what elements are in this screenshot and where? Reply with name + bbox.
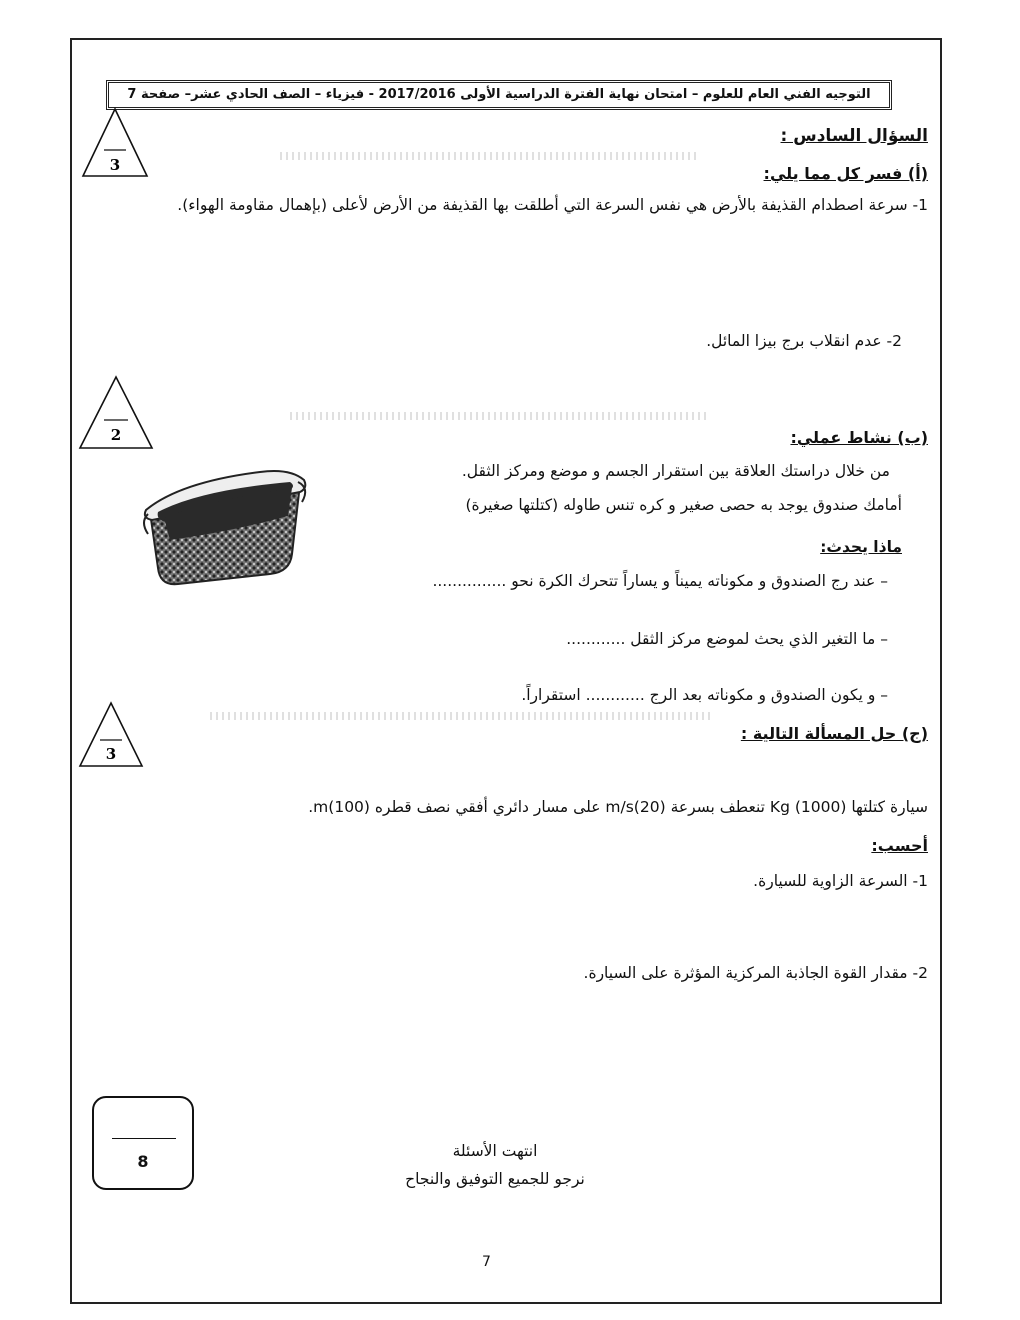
section-b-intro-1: من خلال دراستك العلاقة بين استقرار الجسم و موضع ومركز الثقل. [461,462,890,480]
scan-noise [290,412,710,420]
total-score-box [92,1096,194,1190]
total-score-line [112,1138,176,1139]
page-frame [70,38,942,1304]
score-a: 3 [109,156,121,174]
score-triangle-a [80,106,150,180]
page-number: 7 [482,1254,491,1270]
good-luck-line: نرجو للجميع التوفيق والنجاح [405,1170,585,1188]
section-c-item-2: 2- مقدار القوة الجاذبة المركزية المؤثرة على السيارة. [583,964,928,982]
score-c: 3 [105,745,117,763]
section-b-item-3: – و يكون الصندوق و مكوناته بعد الرج ............ استقراراً. [521,686,888,704]
total-score: 8 [137,1152,149,1171]
section-c-calc-label: أحسب: [871,836,928,855]
score-triangle-c [76,700,146,770]
section-b-title: (ب) نشاط عملي: [790,428,928,447]
page-header: التوجيه الفني العام للعلوم – امتحان نهاية الفترة الدراسية الأولى 2017/2016 - فيزياء – الصف الحادي عشر– صفحة 7 [106,80,892,110]
section-a-item-2: 2- عدم انقلاب برج بيزا المائل. [706,332,902,350]
section-b-item-2: – ما التغير الذي يحث لموضع مركز الثقل ............ [566,630,888,648]
section-c-item-1: 1- السرعة الزاوية للسيارة. [753,872,928,890]
section-a-title: (أ) فسر كل مما يلي: [763,164,928,183]
section-c-problem: سيارة كتلتها (1000) Kg تنعطف بسرعة (20)m/s على مسار دائري أفقي نصف قطره (100)m. [308,798,928,816]
section-b-intro-2: أمامك صندوق يوجد به حصى صغير و كره تنس طاوله (كتلتها صغيرة) [465,496,902,514]
basket-illustration [140,462,310,590]
section-a-item-1: 1- سرعة اصطدام القذيفة بالأرض هي نفس السرعة التي أطلقت بها القذيفة من الأرض لأعلى (بإهمال مقاومة الهواء). [177,196,928,214]
score-triangle-b [76,374,156,452]
section-c-title: (ج) حل المسألة التالية : [740,724,928,743]
scan-noise [210,712,710,720]
section-b-item-1: – عند رج الصندوق و مكوناته يميناً و يساراً تتحرك الكرة نحو ............... [432,572,888,590]
section-b-what-happens: ماذا يحدث: [820,538,902,556]
end-of-questions: انتهت الأسئلة [452,1142,538,1160]
score-b: 2 [110,426,122,444]
scan-noise [280,152,700,160]
question-title: السؤال السادس : [780,126,928,146]
